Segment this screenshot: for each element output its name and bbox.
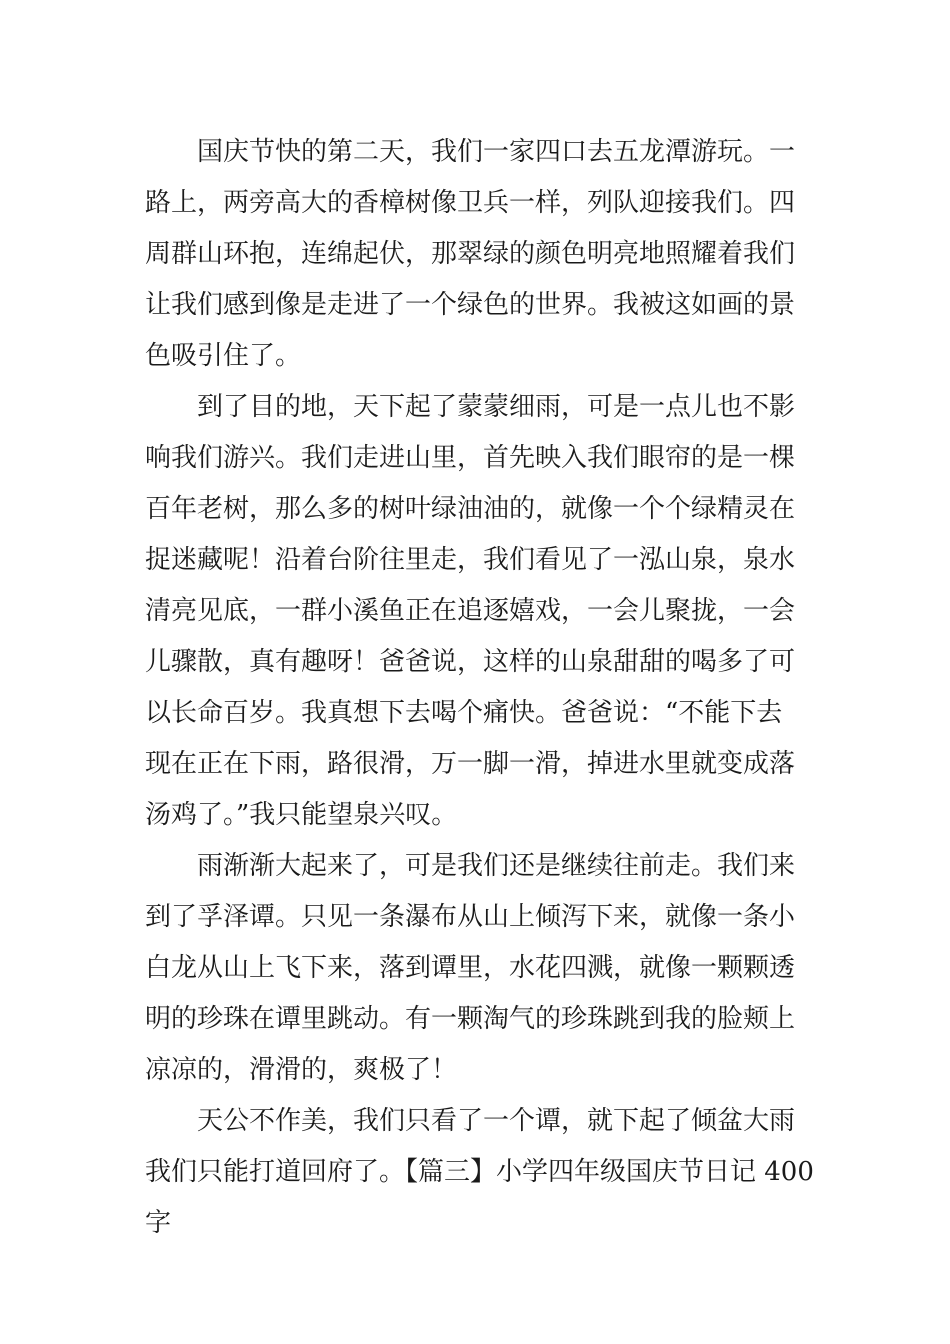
text-line: 白龙从山上飞下来，落到谭里，水花四溅，就像一颗颗透	[145, 953, 796, 983]
text-line: 儿骤散，真有趣呀！爸爸说，这样的山泉甜甜的喝多了可	[145, 647, 796, 677]
text-line: 色吸引住了。	[145, 341, 302, 371]
text-line: 明的珍珠在谭里跳动。有一颗淘气的珍珠跳到我的脸颊上	[145, 1004, 796, 1034]
text-line: 字	[145, 1208, 172, 1238]
text-line: 凉凉的，滑滑的，爽极了！	[145, 1055, 458, 1085]
text-line: 汤鸡了。”我只能望泉兴叹。	[145, 800, 458, 830]
text-line: 捉迷藏呢！沿着台阶往里走，我们看见了一泓山泉，泉水	[145, 545, 796, 575]
text-line: 到了孚泽谭。只见一条瀑布从山上倾泻下来，就像一条小	[145, 902, 796, 932]
text-line: 周群山环抱，连绵起伏，那翠绿的颜色明亮地照耀着我们	[145, 239, 796, 269]
text-line: 百年老树，那么多的树叶绿油油的，就像一个个绿精灵在	[145, 494, 796, 524]
text-line: 到了目的地，天下起了蒙蒙细雨，可是一点儿也不影	[145, 392, 796, 422]
text-line: 让我们感到像是走进了一个绿色的世界。我被这如画的景	[145, 290, 796, 320]
text-line: 雨渐渐大起来了，可是我们还是继续往前走。我们来	[145, 851, 796, 881]
text-line: 我们只能打道回府了。【篇三】小学四年级国庆节日记 400	[145, 1157, 814, 1187]
text-line: 路上，两旁高大的香樟树像卫兵一样，列队迎接我们。四	[145, 188, 796, 218]
text-line: 天公不作美，我们只看了一个谭，就下起了倾盆大雨	[145, 1106, 796, 1136]
document-body	[145, 127, 815, 1249]
text-line: 国庆节快的第二天，我们一家四口去五龙潭游玩。一	[145, 137, 796, 167]
text-line: 现在正在下雨，路很滑，万一脚一滑，掉进水里就变成落	[145, 749, 796, 779]
text-line: 清亮见底，一群小溪鱼正在追逐嬉戏，一会儿聚拢，一会	[145, 596, 796, 626]
text-line: 响我们游兴。我们走进山里，首先映入我们眼帘的是一棵	[145, 443, 796, 473]
text-line: 以长命百岁。我真想下去喝个痛快。爸爸说：“不能下去	[145, 698, 783, 728]
